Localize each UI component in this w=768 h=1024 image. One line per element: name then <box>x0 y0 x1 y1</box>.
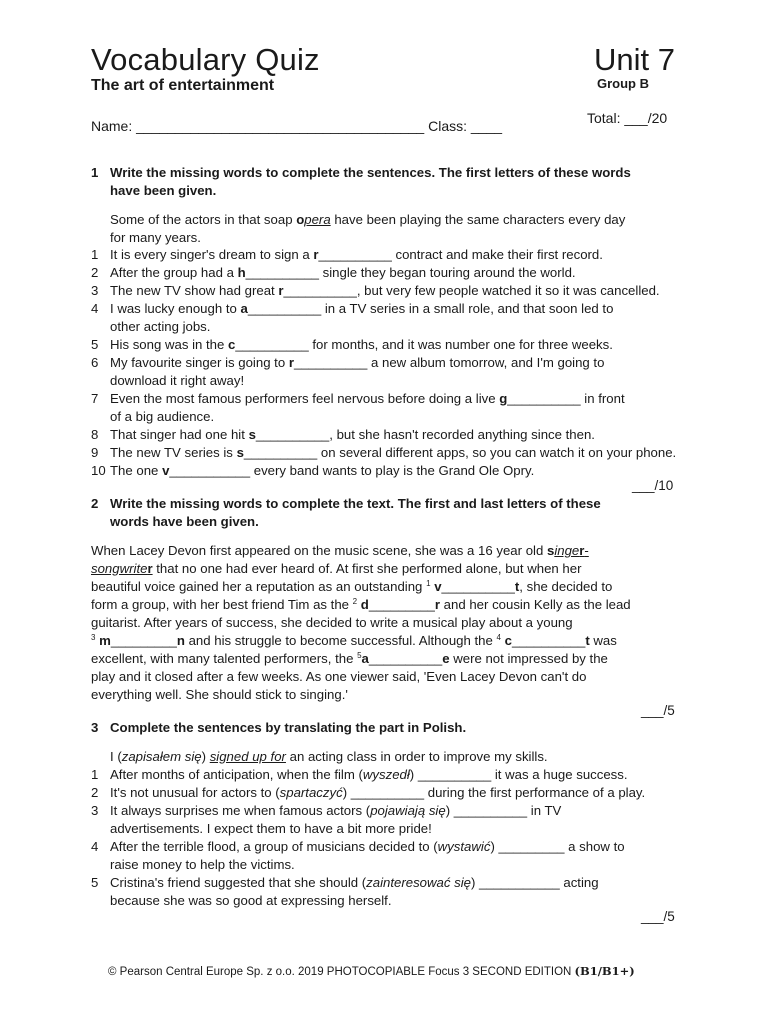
text-span: form a group, with her best friend Tim as the <box>91 597 353 612</box>
item-number: 4 <box>91 839 99 854</box>
section-number: 2 <box>91 496 99 511</box>
item-sentence <box>110 319 210 334</box>
item-sentence <box>110 301 613 316</box>
item-sentence <box>110 409 214 424</box>
item-sentence <box>110 785 645 800</box>
text-span: ___________ every band wants to play is the Grand Ole Opry. <box>169 463 535 478</box>
text-span: - <box>584 543 589 558</box>
text-span: e <box>442 651 450 666</box>
text-span: v <box>162 463 170 478</box>
footer <box>108 964 635 978</box>
text-span: guitarist. After years of success, she decided to write a musical play about a young <box>91 615 573 630</box>
quiz-title: Vocabulary Quiz <box>91 42 320 77</box>
item-sentence <box>110 767 628 782</box>
text-span: After the group had a <box>110 265 238 280</box>
item-sentence <box>110 265 576 280</box>
item-sentence <box>110 373 244 388</box>
text-span: that no one had ever heard of. At first she performed alone, but when her <box>152 561 582 576</box>
text-span: r <box>313 247 319 262</box>
text-span: I ( <box>110 749 122 764</box>
text-span: __________ in a TV series in a small role, and that soon led to <box>247 301 614 316</box>
item-sentence <box>110 875 599 890</box>
item-number: 5 <box>91 337 99 352</box>
passage-line <box>91 615 573 630</box>
text-span: __________, but she hasn't recorded anything since then. <box>255 427 595 442</box>
section-number: 1 <box>91 165 99 180</box>
text-span: s <box>236 445 244 460</box>
text-span: r <box>288 355 294 370</box>
text-span: I was lucky enough to <box>110 301 241 316</box>
text-span: Even the most famous performers feel nervous before doing a live <box>110 391 500 406</box>
text-span: raise money to help the victims. <box>110 857 295 872</box>
unit-label: Unit 7 <box>594 42 675 77</box>
text-span: wystawić <box>437 839 491 854</box>
total-score: Total: ___/20 <box>587 110 668 126</box>
passage-line <box>91 687 348 702</box>
text-span: 3 <box>91 633 96 642</box>
text-span: Cristina's friend suggested that she should ( <box>110 875 367 890</box>
text-span: pera <box>304 212 331 227</box>
text-span: and her cousin Kelly as the lead <box>440 597 631 612</box>
section-score: ___/10 <box>632 478 674 493</box>
item-sentence <box>110 247 603 262</box>
item-sentence <box>110 445 676 460</box>
text-span: an acting class in order to improve my skills. <box>285 749 548 764</box>
passage-line <box>91 543 589 558</box>
item-sentence <box>110 821 432 836</box>
text-span: t <box>514 579 520 594</box>
text-span: m <box>99 633 111 648</box>
text-span: songwrite <box>91 561 148 576</box>
example-sentence: for many years. <box>110 230 201 245</box>
item-number: 8 <box>91 427 99 442</box>
text-span: __________ in front <box>507 391 625 406</box>
text-span: because she was so good at expressing herself. <box>110 893 392 908</box>
item-number: 2 <box>91 785 99 800</box>
item-sentence <box>110 283 660 298</box>
text-span: __________ contract and make their first record. <box>318 247 603 262</box>
section-instruction: Write the missing words to complete the sentences. The first letters of these words <box>110 165 631 180</box>
passage-line <box>91 597 631 612</box>
text-span: That singer had one hit <box>110 427 249 442</box>
text-span: zapisałem się <box>121 749 202 764</box>
example-sentence <box>110 212 625 227</box>
text-span: h <box>237 265 246 280</box>
item-number: 5 <box>91 875 99 890</box>
name-class-line: Name: _____________________________________ Class: ____ <box>91 118 503 134</box>
text-span: were not impressed by the <box>449 651 608 666</box>
item-sentence <box>110 391 625 406</box>
text-span: g <box>499 391 508 406</box>
item-number: 4 <box>91 301 99 316</box>
text-span: r <box>278 283 284 298</box>
text-span: 1 <box>426 579 431 588</box>
text-span: 2 <box>352 597 358 606</box>
text-span: t <box>585 633 590 648</box>
text-span: It is every singer's dream to sign a <box>110 247 314 262</box>
text-span: It's not unusual for actors to ( <box>110 785 280 800</box>
text-span: zainteresować się <box>366 875 471 890</box>
text-span: 5 <box>357 651 362 660</box>
text-span: v <box>434 579 442 594</box>
item-sentence <box>110 463 534 478</box>
section-instruction: Write the missing words to complete the text. The first and last letters of these <box>110 496 601 511</box>
text-span: ) __________ in TV <box>445 803 562 818</box>
text-span: After the terrible flood, a group of musicians decided to ( <box>110 839 438 854</box>
text-span: a <box>240 301 248 316</box>
text-span: c <box>504 633 512 648</box>
text-span: __________ <box>511 633 586 648</box>
text-span: His song was in the <box>110 337 229 352</box>
text-span: The one <box>110 463 163 478</box>
text-span: s <box>248 427 256 442</box>
text-span: c <box>228 337 236 352</box>
passage-line <box>91 579 612 594</box>
text-span: wyszedł <box>362 767 410 782</box>
item-sentence <box>110 337 613 352</box>
text-span: , she decided to <box>519 579 613 594</box>
example-sentence <box>110 749 548 764</box>
text-span: 4 <box>496 633 501 642</box>
text-span: advertisements. I expect them to have a bit more pride! <box>110 821 432 836</box>
text-span: ) _________ a show to <box>490 839 625 854</box>
item-number: 1 <box>91 767 99 782</box>
text-span: __________ on several different apps, so you can watch it on your phone. <box>243 445 677 460</box>
text-span: was <box>589 633 617 648</box>
text-span: download it right away! <box>110 373 245 388</box>
section-score: ___/5 <box>641 703 675 718</box>
text-span: The new TV show had great <box>110 283 279 298</box>
text-span: excellent, with many talented performers, the <box>91 651 358 666</box>
text-span: pojawiają się <box>370 803 446 818</box>
item-sentence <box>110 893 392 908</box>
item-sentence <box>110 803 561 818</box>
item-sentence <box>110 857 295 872</box>
text-span: ) __________ during the first performance of a play. <box>342 785 646 800</box>
text-span: have been playing the same characters every day <box>330 212 626 227</box>
text-span: r <box>579 543 585 558</box>
text-span: of a big audience. <box>110 409 215 424</box>
text-span: The new TV series is <box>110 445 237 460</box>
passage-line <box>91 633 617 648</box>
text-span: signed up for <box>209 749 286 764</box>
section-instruction: have been given. <box>110 183 217 198</box>
section-instruction: words have been given. <box>110 514 259 529</box>
text-span: __________ <box>368 651 443 666</box>
text-span: other acting jobs. <box>110 319 211 334</box>
text-span: __________ <box>441 579 515 594</box>
text-span: and his struggle to become successful. Although the <box>184 633 497 648</box>
text-span: __________ single they began touring around the world. <box>245 265 576 280</box>
item-number: 2 <box>91 265 99 280</box>
item-sentence <box>110 355 604 370</box>
text-span: It always surprises me when famous actors ( <box>110 803 371 818</box>
text-span: s <box>546 543 555 558</box>
section-instruction: Complete the sentences by translating the part in Polish. <box>110 720 467 735</box>
text-span: __________, but very few people watched it so it was cancelled. <box>283 283 660 298</box>
item-number: 3 <box>91 283 99 298</box>
text-span: r <box>434 597 441 612</box>
text-span: __________ a new album tomorrow, and I'm going to <box>294 355 605 370</box>
text-span: Some of the actors in that soap <box>110 212 297 227</box>
text-span: My favourite singer is going to <box>110 355 289 370</box>
copyright-text: © Pearson Central Europe Sp. z o.o. 2019 PHOTOCOPIABLE Focus 3 SECOND EDITION <box>108 966 575 978</box>
text-span: play and it closed after a few weeks. As one viewer said, 'Even Lacey Devon can't do <box>91 669 587 684</box>
text-span: spartaczyć <box>279 785 343 800</box>
item-number: 6 <box>91 355 99 370</box>
text-span: ) __________ it was a huge success. <box>409 767 628 782</box>
item-number: 7 <box>91 391 99 406</box>
level-label: (B1/B1+) <box>574 964 635 978</box>
text-span: d <box>360 597 369 612</box>
text-span: beautiful voice gained her a reputation as an outstanding <box>91 579 427 594</box>
text-span: __________ for months, and it was number one for three weeks. <box>235 337 613 352</box>
passage-line <box>91 561 581 576</box>
text-span: n <box>176 633 185 648</box>
passage-line <box>91 669 586 684</box>
text-span: _________ <box>110 633 177 648</box>
text-span: ) <box>201 749 210 764</box>
section-number: 3 <box>91 720 99 735</box>
item-sentence <box>110 839 625 854</box>
text-span: When Lacey Devon first appeared on the music scene, she was a 16 year old <box>91 543 547 558</box>
text-span: inge <box>554 543 580 558</box>
text-span: ) ___________ acting <box>470 875 599 890</box>
text-span: a <box>361 651 369 666</box>
text-span: After months of anticipation, when the film ( <box>110 767 363 782</box>
passage-line <box>91 651 608 666</box>
text-span: everything well. She should stick to singing.' <box>91 687 348 702</box>
text-span: r <box>147 561 153 576</box>
quiz-subtitle: The art of entertainment <box>91 77 275 94</box>
item-number: 3 <box>91 803 99 818</box>
section-score: ___/5 <box>641 909 675 924</box>
item-number: 9 <box>91 445 99 460</box>
item-number: 10 <box>91 463 106 478</box>
group-label: Group B <box>597 76 649 91</box>
text-span: o <box>296 212 305 227</box>
item-sentence <box>110 427 595 442</box>
text-span: _________ <box>368 597 435 612</box>
item-number: 1 <box>91 247 99 262</box>
